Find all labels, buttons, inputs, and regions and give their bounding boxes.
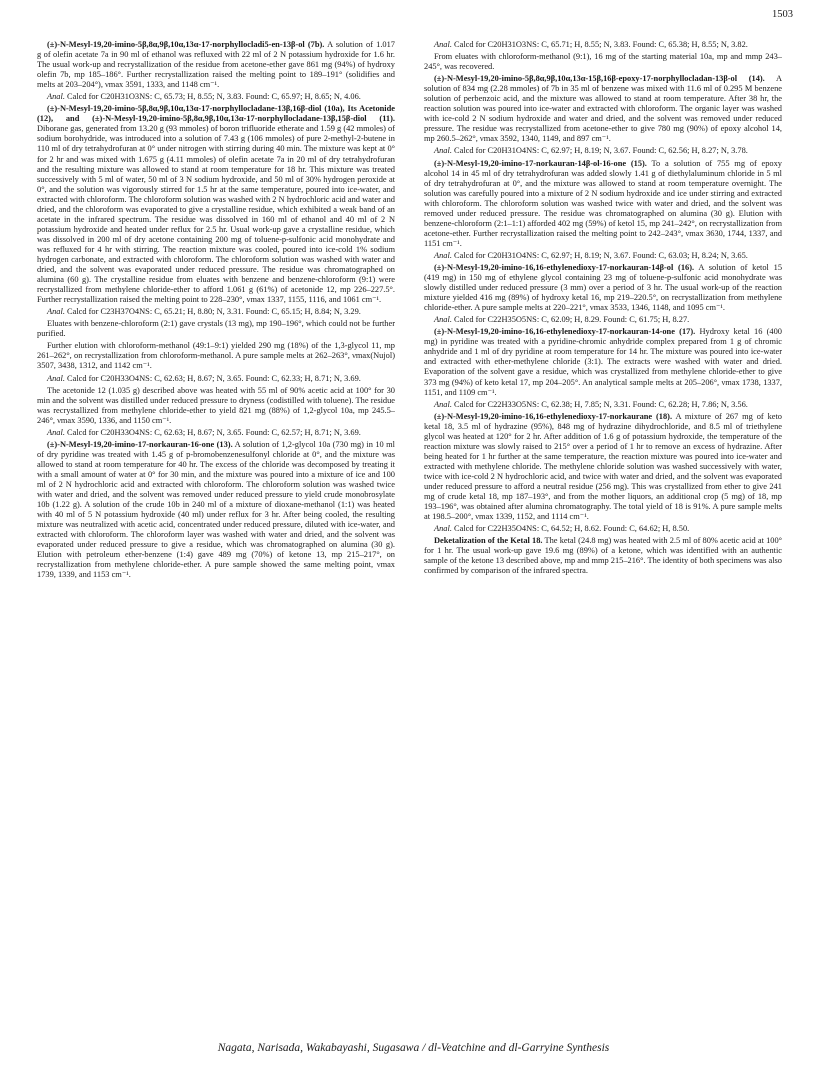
paragraph xyxy=(424,251,782,261)
paragraph-text: A solution of 1.017 g of olefin acetate 7a in 90 ml of ethanol was refluxed with 22 ml of 2 N potassium hydroxide for 1.6 hr. The usual work-up and recrystallization of the residue from acetone-ether gave 861 mg (94%) of hydroxy olefin 7b, mp 185–186°. Further recrystallization raised the melting point to 189–191° (solidifies and melts at 203–204°), νmax 3591, 1333, and 1148 cm⁻¹. xyxy=(37,40,395,90)
analysis-label: Anal. xyxy=(47,307,65,317)
compound-heading: (±)-N-Mesyl-19,20-imino-17-norkauran-16-one (13). xyxy=(47,439,233,449)
paragraph-text: From eluates with chloroform-methanol (9:1), 16 mg of the starting material 10a, mp and mmp 243–245°, was recovered. xyxy=(424,52,782,72)
paragraph xyxy=(37,319,395,339)
paragraph-text: Calcd for C20H31O3NS: C, 65.71; H, 8.55; N, 3.83. Found: C, 65.38; H, 8.55; N, 3.82. xyxy=(451,40,748,49)
paragraph xyxy=(424,536,782,576)
analysis-label: Anal. xyxy=(47,373,65,383)
paragraph-text: Further elution with chloroform-methanol (49:1–9:1) yielded 290 mg (18%) of the 1,3-glycol 11, mp 261–262°, on recrystallization from chloroform-methanol. A pure sample melts at 262–263°, νmax(Nujol) 3507, 3438, 1312, and 1142 cm⁻¹. xyxy=(37,341,395,371)
compound-heading: (±)-N-Mesyl-19,20-imino-5β,8α,9β,10α,13α-15β,16β-epoxy-17-norphyllocladan-13β-ol (14). xyxy=(434,74,765,84)
paragraph-text: A mixture of 267 mg of keto ketal 18, 3.5 ml of hydrazine (95%), 848 mg of hydrazine dihydrochloride, and 8.5 ml of triethylene glycol was heated at 120° for 2 hr. After addition of 1.6 g of potassium hydroxide, the temperature of the reaction mixture was slowly raised to 215° over a period of 1 hr to remove an excess of hydrazine. After being heated for 1 hr further at the same temperature, the reaction mixture was poured into ice-water and extracted with methylene chloride. The methylene chloride solution was washed successively with water, twice with ice-cold 2 N hydrochloric acid, and twice with water and dried, and the solvent was evaporated under reduced pressure to afford a neutral residue (256 mg). This was crystallized from ether to give 241 mg of crude ketal 18, mp 187–193°, and from the mother liquors, an additional crop (5 mg) of 18, mp 193–196°, was obtained after alumina chromatography. The total yield of 18 is 91%. A pure sample melts at 198.5–200°, νmax 1339, 1152, and 1114 cm⁻¹. xyxy=(424,411,782,522)
paragraph-text: The ketal (24.8 mg) was heated with 2.5 ml of 80% acetic acid at 100° for 1 hr. The usual work-up gave 19.6 mg (89%) of a ketone, which was identified with an authentic sample of the ketone 13 described above, mp and mmp 215–216°. The identity of both specimens was also confirmed by comparison of the infrared spectra. xyxy=(424,536,783,576)
compound-heading: (±)-N-Mesyl-19,20-imino-17-norkauran-14β-ol-16-one (15). xyxy=(434,158,647,168)
paragraph xyxy=(37,92,395,102)
paragraph-text: Diborane gas, generated from 13.20 g (93 mmoles) of boron trifluoride etherate and 1.59 g (42 mmoles) of sodium borohydride, was introduced into a solution of 7.43 g (106 mmoles) of pure 2-methyl-2-butene in 110 ml of dry tetrahydrofuran at 0° under nitrogen with stirring during 40 min. The mixture was kept at 0° for 2 hr and was mixed with 1.675 g (4.11 mmoles) of olefin acetate 7a in 20 ml of dry tetrahydrofuran and the resulting mixture was allowed to stand at room temperature for 18 hr. This mixture was treated successively with 5 ml of water, 50 ml of 3 N sodium hydroxide, and 50 ml of 30% hydrogen peroxide at 0°, and the solution was vigorously stirred for 1.5 hr at the same temperature, poured into ice-water, and extracted with chloroform. The chloroform solution was washed with 2 N hydrochloric acid and water and dried, and the chloroform was evaporated to give a crystalline residue, which exhibited a weak band of an acetate in the infrared spectrum. The residue was dissolved in 160 ml of ethanol and 40 ml of 2 N potassium hydroxide and heated under reflux for 2.5 hr. Usual work-up gave a crystalline residue, which was dissolved in 200 ml of dry acetone containing 200 mg of toluene-p-sulfonic acid monohydrate and was refluxed for 4 hr with stirring. The reaction mixture was cooled, poured into ice-cold 1% sodium hydrogen carbonate, and extracted with chloroform. The chloroform solution was washed with water and dried, and the solvent was evaporated under reduced pressure. The residue was chromatographed on alumina (60 g). The crystalline residue from eluates with benzene and benzene-chloroform (9:1) were recrystallized from methylene chloride-ether to afford 1.061 g (61%) of acetonide 12, mp 226–227.5°. Further recrystallization raised the melting point to 228–230°, νmax 1337, 1155, 1116, and 1061 cm⁻¹. xyxy=(37,124,395,305)
paragraph xyxy=(424,412,782,523)
paragraph-text: Calcd for C23H37O4NS: C, 65.21; H, 8.80; N, 3.31. Found: C, 65.15; H, 8.84; N, 3.29. xyxy=(64,307,361,317)
paragraph-text: Calcd for C20H31O3NS: C, 65.73; H, 8.55; N, 3.83. Found: C, 65.97; H, 8.65; N, 4.06. xyxy=(64,92,361,102)
analysis-label: Anal. xyxy=(434,315,452,325)
paragraph-text: The acetonide 12 (1.035 g) described above was heated with 55 ml of 90% acetic acid at 100° for 30 min and the solvent was distilled under reduced pressure to dryness (codistilled with toluene). The residue was recrystallized from methylene chloride-ether to yield 821 mg (88%) of 1,2-glycol 10a, mp 245.5–246°, νmax 3590, 1336, and 1150 cm⁻¹. xyxy=(37,385,395,425)
paragraph xyxy=(37,428,395,438)
paragraph xyxy=(424,327,782,397)
compound-heading: (±)-N-Mesyl-19,20-imino-5β,8α,9β,10α,13α-17-norphyllocladi5-en-13β-ol (7b). xyxy=(47,40,325,49)
analysis-label: Anal. xyxy=(434,524,452,534)
analysis-label: Anal. xyxy=(434,250,452,260)
paragraph xyxy=(37,40,395,90)
analysis-label: Anal. xyxy=(47,427,65,437)
paragraph-text: A solution of 834 mg (2.28 mmoles) of 7b in 35 ml of benzene was mixed with 11.6 ml of 0.295 M benzene solution of perbenzoic acid, and the mixture was allowed to stand at room temperature. After 38 hr, the reaction solution was poured into ice-water and extracted with chloroform. The organic layer was washed with ice-cold 2 N sodium hydroxide and water and dried, and the solvent was removed under reduced pressure. The residue was recrystallized from acetone-ether to give 780 mg (90%) of epoxy alcohol 14, mp 260.5–262°, νmax 3592, 1340, 1149, and 897 cm⁻¹. xyxy=(424,74,782,144)
paragraph-text: Calcd for C20H31O4NS: C, 62.97; H, 8.19; N, 3.67. Found: C, 63.03; H, 8.24; N, 3.65. xyxy=(451,250,748,260)
paragraph-text: Calcd for C22H33O5NS: C, 62.38; H, 7.85; N, 3.31. Found: C, 62.28; H, 7.86; N, 3.56. xyxy=(451,399,748,409)
paragraph-text: A solution of 1,2-glycol 10a (730 mg) in 10 ml of dry pyridine was treated with 1.45 g of p-bromobenzenesulfonyl chloride at 0°, and the mixture was allowed to stand at room temperature for 40 hr. The excess of the chloride was decomposed by treating it with a small amount of water at 0° for 30 min, and the mixture was poured into a mixture of ice and 100 ml of 2 N hydrochloric acid and extracted with chloroform. The chloroform solution was washed twice with water and dried, and the solvent was removed under reduced pressure to yield crude monobrosylate 10b (1.22 g). A solution of the crude 10b in 240 ml of a mixture of dioxane-methanol (1:1) was heated with 40 ml of 5 N potassium hydroxide (40 ml) under reflux for 3 hr. After being cooled, the resulting mixture was neutralized with acetic acid, concentrated under reduced pressure, diluted with ice-water, and extracted with chloroform. The chloroform layer was washed with water and dried, and the solvent was evaporated under reduced pressure to give a residue, which was chromatographed on alumina (30 g). Elution with petroleum ether-benzene (1:4) gave 489 mg (70%) of ketone 13, mp 215–217°, on recrystallization from methylene chloride-ether. A pure sample showed the same melting point, νmax 1739, 1339, and 1153 cm⁻¹. xyxy=(37,439,395,580)
paragraph xyxy=(424,524,782,534)
paragraph-text: Eluates with benzene-chloroform (2:1) gave crystals (13 mg), mp 190–196°, which could not be further purified. xyxy=(37,319,395,339)
paragraph xyxy=(37,104,395,305)
paragraph-text: Calcd for C22H35O5NS: C, 62.09; H, 8.29. Found: C, 61.75; H, 8.27. xyxy=(451,315,690,325)
paragraph xyxy=(37,440,395,581)
paragraph xyxy=(37,341,395,371)
paragraph xyxy=(424,400,782,410)
paragraph xyxy=(424,263,782,313)
analysis-label: Anal. xyxy=(434,40,452,49)
paragraph xyxy=(424,146,782,156)
compound-heading: (±)-N-Mesyl-19,20-imino-16,16-ethylenedioxy-17-norkauran-14β-ol (16). xyxy=(434,262,695,272)
paragraph xyxy=(424,52,782,72)
compound-heading: (±)-N-Mesyl-19,20-imino-16,16-ethylenedioxy-17-norkaurane (18). xyxy=(434,411,673,421)
analysis-label: Anal. xyxy=(434,146,452,156)
compound-heading: Deketalization of the Ketal 18. xyxy=(434,536,543,546)
page-number: 1503 xyxy=(772,9,793,20)
paragraph-text: Calcd for C20H33O4NS: C, 62.63; H, 8.67; N, 3.65. Found: C, 62.33; H, 8.71; N, 3.69. xyxy=(64,373,361,383)
paragraph xyxy=(37,386,395,426)
left-column xyxy=(37,40,395,582)
paragraph xyxy=(424,40,782,50)
paragraph xyxy=(424,74,782,144)
paragraph-text: Calcd for C20H31O4NS: C, 62.97; H, 8.19; N, 3.67. Found: C, 62.56; H, 8.27; N, 3.78. xyxy=(451,146,748,156)
running-footer: Nagata, Narisada, Wakabayashi, Sugasawa / dl-Veatchine and dl-Garryine Synthesis xyxy=(217,1042,610,1054)
analysis-label: Anal. xyxy=(434,399,452,409)
paragraph-text: Calcd for C20H33O4NS: C, 62.63; H, 8.67; N, 3.65. Found: C, 62.57; H, 8.71; N, 3.69. xyxy=(64,427,361,437)
paragraph xyxy=(424,315,782,325)
paragraph-text: To a solution of 755 mg of epoxy alcohol 14 in 45 ml of dry tetrahydrofuran was added slowly 1.41 g of diethylaluminum chloride in 5 ml of dry tetrahydrofuran at 0°, and the mixture was allowed to stand at room temperature overnight. The solution was carefully poured into a mixture of 2 N sodium hydroxide and ice under stirring and extracted with chloroform. The chloroform solution was washed twice with water and dried, and the solvent was removed under reduced pressure. The residue was chromatographed on alumina (30 g). Elution with benzene-chloroform (2:1–1:1) afforded 402 mg (59%) of ketol 15, mp 241–242°, on recrystallization from acetone-ether. Further recrystallization raised the melting point to 242–243°, νmax 3630, 1744, 1337, and 1151 cm⁻¹. xyxy=(424,158,782,248)
paragraph-text: Calcd for C22H35O4NS: C, 64.52; H, 8.62. Found: C, 64.62; H, 8.50. xyxy=(451,524,690,534)
right-column xyxy=(424,40,782,578)
paragraph-text: A solution of ketol 15 (419 mg) in 150 mg of ethylene glycol containing 23 mg of toluene-p-sulfonic acid monohydrate was slowly distilled under reduced pressure (3 mm) over a period of 3 hr. The usual work-up of the reaction mixture yielded 416 mg (89%) of hydroxy ketal 16, mp 219–220.5°, on recrystallization from methylene chloride-ether. A pure sample melts at 220–221°, νmax 3533, 1346, 1148, and 1095 cm⁻¹. xyxy=(424,262,783,313)
paragraph xyxy=(37,307,395,317)
compound-heading: (±)-N-Mesyl-19,20-imino-16,16-ethylenedioxy-17-norkauran-14-one (17). xyxy=(434,327,696,337)
paragraph xyxy=(37,374,395,384)
compound-heading: (±)-N-Mesyl-19,20-imino-5β,8α,9β,10α,13α-17-norphyllocladane-13β,16β-diol (10a), Its Acetonide (12), and (±)-N-Mesyl-19,20-imino-5β,8α,9β,10α,13α-17-norphyllocladane-13β,15β-diol (11). xyxy=(37,104,395,124)
paragraph-text: Hydroxy ketal 16 (400 mg) in pyridine was treated with a pyridine-chromic anhydride complex prepared from 1 g of chromic anhydride and 1 ml of dry pyridine at room temperature for 14 hr. The mixture was poured into ice-water and extracted with ether-methylene chloride (3:1). The extracts were washed with water and dried. Evaporation of the solvent gave a residue, which was crystallized from methylene chloride-ether to give 373 mg (94%) of keto ketal 17, mp 204–205°. An analytical sample melts at 205–206°, νmax 1738, 1337, 1151, and 1109 cm⁻¹. xyxy=(424,327,782,397)
analysis-label: Anal. xyxy=(47,92,65,102)
paragraph xyxy=(424,159,782,249)
